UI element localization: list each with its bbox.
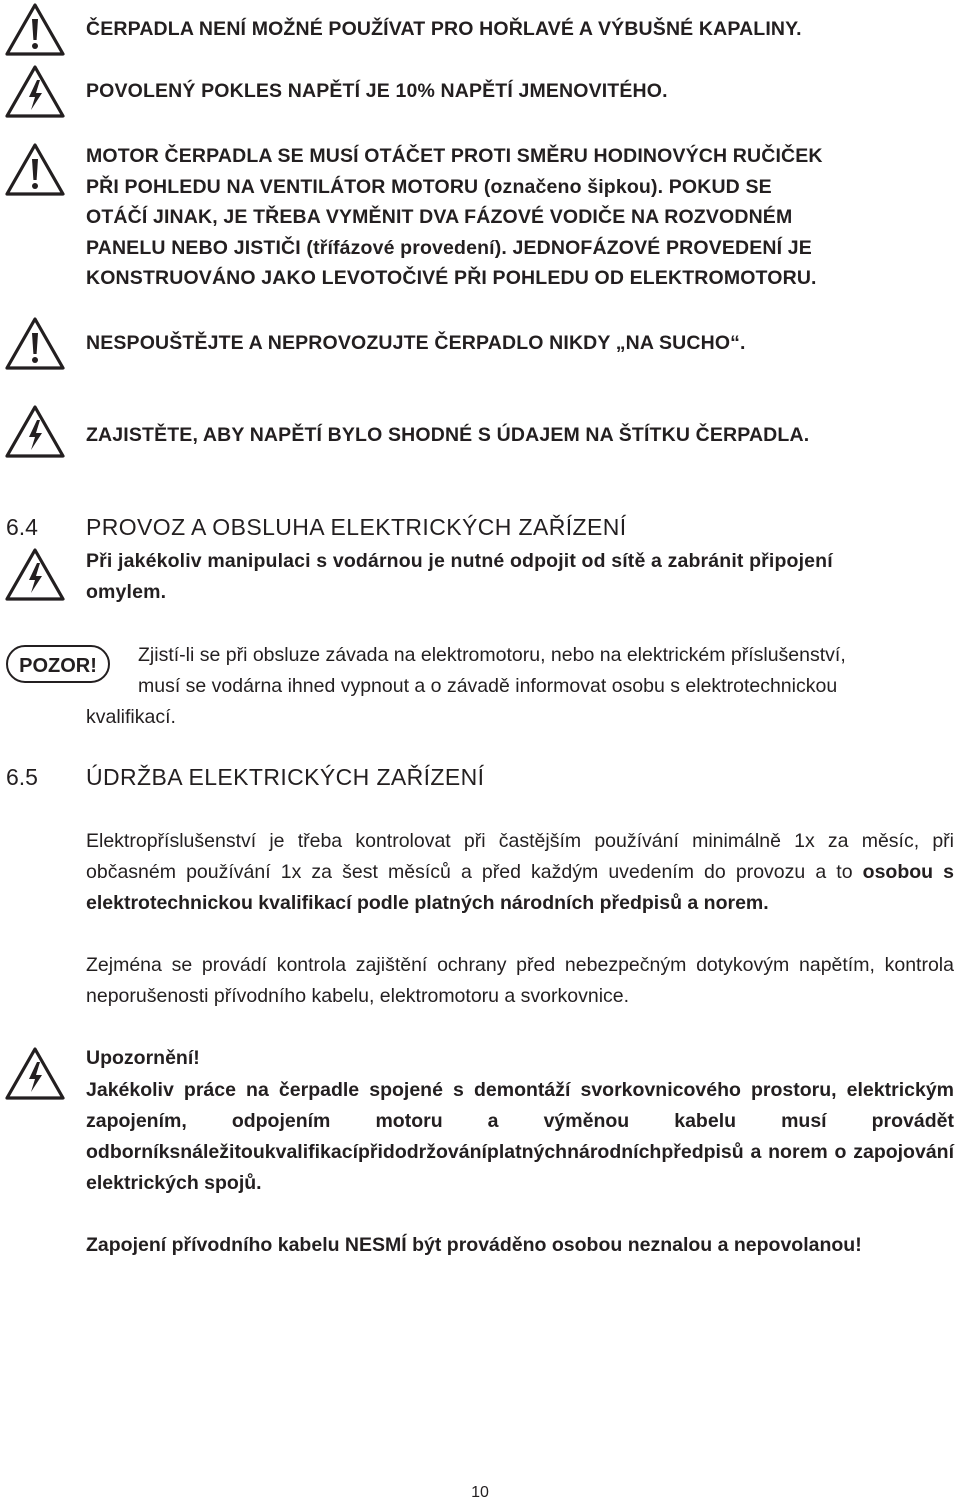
upozorneni-text: Jakékoliv práce na čerpadle spojené s demontáží svorkovnicového prostoru, elektrickým zapojením, odpojením motoru a výměnou kabelu musí provádět odborníksnáležitoukvalifikacípřidodržováníplatnýchnárodníchpředpisů a norem o zapojování elektrických spojů. <box>86 1079 954 1194</box>
electrical-hazard-icon <box>4 404 66 460</box>
warning-voltage-match: ZAJISTĚTE, ABY NAPĚTÍ BYLO SHODNÉ S ÚDAJEM NA ŠTÍTKU ČERPADLA. <box>86 424 810 446</box>
page-number: 10 <box>471 1484 489 1501</box>
pozor-text-line: musí se vodárna ihned vypnout a o závadě informovat osobu s elektrotechnickou <box>138 675 838 697</box>
disconnect-notice <box>86 546 954 608</box>
electrical-hazard-icon <box>4 64 66 120</box>
warning-motor-rotation-line: PANELU NEBO JISTIČI (třífázové provedení). JEDNOFÁZOVÉ PROVEDENÍ JE <box>86 236 812 259</box>
warning-motor-rotation-line: KONSTRUOVÁNO JAKO LEVOTOČIVÉ PŘI POHLEDU OD ELEKTROMOTORU. <box>86 267 817 289</box>
section-title: ÚDRŽBA ELEKTRICKÝCH ZAŘÍZENÍ <box>86 764 485 790</box>
pozor-text-line: Zjistí-li se při obsluze závada na elektromotoru, nebo na elektrickém příslušenství, <box>138 644 846 666</box>
warning-motor-rotation-line: PŘI POHLEDU NA VENTILÁTOR MOTORU (označeno šipkou). POKUD SE <box>86 175 772 198</box>
electrical-hazard-icon <box>4 1046 66 1102</box>
warning-motor-rotation <box>86 141 954 294</box>
section-number: 6.5 <box>6 764 38 790</box>
exclamation-warning-icon <box>4 316 66 372</box>
warning-dry-run: NESPOUŠTĚJTE A NEPROVOZUJTE ČERPADLO NIKDY „NA SUCHO“. <box>86 332 746 354</box>
warning-flammable-liquids: ČERPADLA NENÍ MOŽNÉ POUŽÍVAT PRO HOŘLAVÉ A VÝBUŠNÉ KAPALINY. <box>86 18 802 40</box>
electrical-hazard-icon <box>4 547 66 603</box>
warning-voltage-drop: POVOLENÝ POKLES NAPĚTÍ JE 10% NAPĚTÍ JMENOVITÉHO. <box>86 80 668 102</box>
pozor-text-line: kvalifikací. <box>86 706 176 728</box>
section-number: 6.4 <box>6 514 38 540</box>
inspection-paragraph: Zejména se provádí kontrola zajištění ochrany před nebezpečným dotykovým napětím, kontrola neporušenosti přívodního kabelu, elektromotoru a svorkovnice. <box>86 954 954 1007</box>
pozor-text <box>86 640 954 702</box>
exclamation-warning-icon <box>4 2 66 58</box>
section-title: PROVOZ A OBSLUHA ELEKTRICKÝCH ZAŘÍZENÍ <box>86 514 627 540</box>
warning-motor-rotation-line: OTÁČÍ JINAK, JE TŘEBA VYMĚNIT DVA FÁZOVÉ VODIČE NA ROZVODNÉM <box>86 206 793 228</box>
maintenance-paragraph: Elektropříslušenství je třeba kontrolovat při častějším používání minimálně 1x za měsíc, při občasném používání 1x za šest měsíců a před každým uvedením do provozu a to osobou s elektrotechnickou kvalifikací podle platných národních předpisů a norem. <box>86 830 955 914</box>
pozor-badge: POZOR! <box>6 645 110 683</box>
warning-motor-rotation-line: MOTOR ČERPADLA SE MUSÍ OTÁČET PROTI SMĚRU HODINOVÝCH RUČIČEK <box>86 145 823 167</box>
disconnect-notice-line: Při jakékoliv manipulaci s vodárnou je nutné odpojit od sítě a zabránit připojení <box>86 550 833 572</box>
final-warning: Zapojení přívodního kabelu NESMÍ být prováděno osobou neznalou a nepovolanou! <box>86 1234 862 1256</box>
upozorneni-title: Upozornění! <box>86 1047 200 1069</box>
exclamation-warning-icon <box>4 142 66 198</box>
disconnect-notice-line: omylem. <box>86 581 167 603</box>
